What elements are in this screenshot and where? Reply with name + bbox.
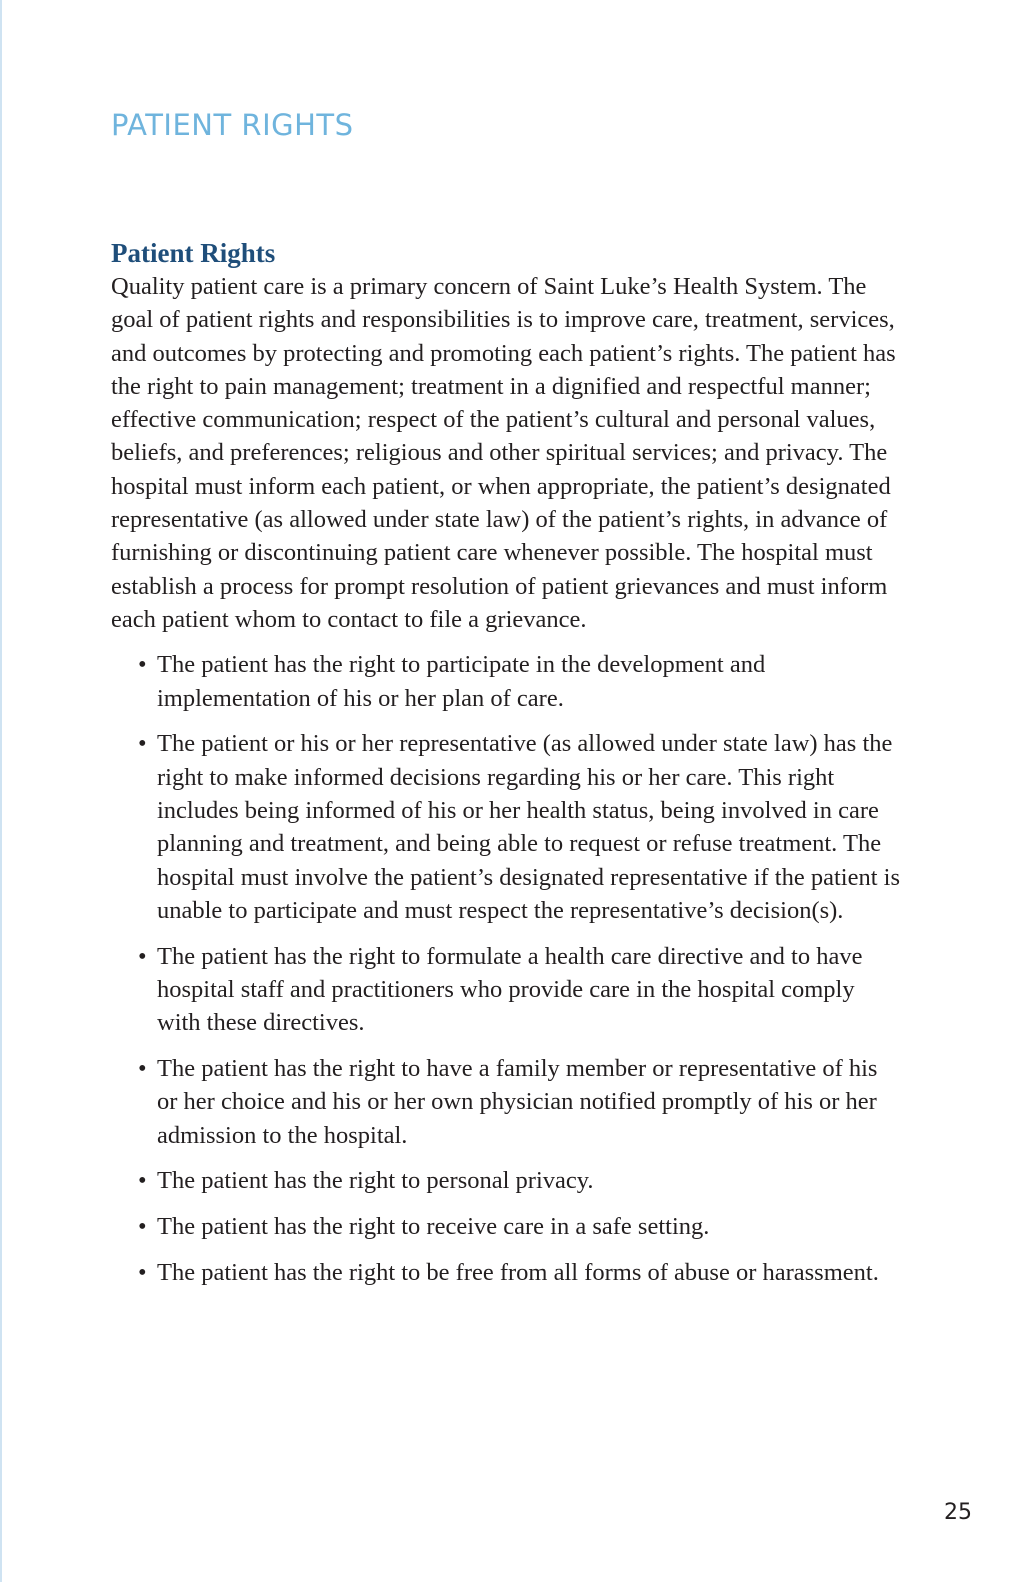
page-edge-line bbox=[0, 0, 2, 1582]
bullet-icon: • bbox=[138, 651, 147, 679]
section-header: PATIENT RIGHTS bbox=[111, 108, 354, 142]
list-item-text: The patient has the right to personal privacy. bbox=[157, 1167, 594, 1195]
list-item bbox=[111, 648, 911, 715]
intro-paragraph: Quality patient care is a primary concern of Saint Luke’s Health System. The goal of patient rights and responsibilities is to improve care, treatment, services, and outcomes by protecting and promoting each patient’s rights. The patient has the right to pain management; treatment in a dignified and respectful manner; effective communication; respect of the patient’s cultural and personal values, beliefs, and preferences; religious and other spiritual services; and privacy. The hospital must inform each patient, or when appropriate, the patient’s designated representative (as allowed under state law) of the patient’s rights, in advance of furnishing or discontinuing patient care whenever possible. The hospital must establish a process for prompt resolution of patient grievances and must inform each patient whom to contact to file a grievance. bbox=[111, 273, 896, 633]
page-number: 25 bbox=[944, 1500, 972, 1525]
list-item bbox=[111, 1164, 911, 1197]
subheading: Patient Rights bbox=[111, 238, 276, 268]
list-item-text: The patient has the right to have a family member or representative of his or her choice and his or her own physician notified promptly of his or her admission to the hospital. bbox=[157, 1055, 878, 1149]
bullet-icon: • bbox=[138, 730, 147, 758]
bullet-icon: • bbox=[138, 1259, 147, 1287]
bullet-icon: • bbox=[138, 1167, 147, 1195]
bullet-icon: • bbox=[138, 1213, 147, 1241]
list-item-text: The patient has the right to receive care in a safe setting. bbox=[157, 1213, 710, 1241]
page-content bbox=[111, 236, 911, 1302]
list-item-text: The patient has the right to participate in the development and implementation of his or her plan of care. bbox=[157, 651, 766, 712]
bullet-icon: • bbox=[138, 1055, 147, 1083]
list-item bbox=[111, 940, 911, 1040]
list-item bbox=[111, 1210, 911, 1243]
list-item-text: The patient has the right to be free from all forms of abuse or harassment. bbox=[157, 1259, 879, 1287]
list-item-text: The patient has the right to formulate a health care directive and to have hospital staff and practitioners who provide care in the hospital comply with these directives. bbox=[157, 942, 863, 1037]
list-item-text: The patient or his or her representative (as allowed under state law) has the right to make informed decisions regarding his or her care. This right includes being informed of his or her health status, being involved in care planning and treatment, and being able to request or refuse treatment. The hospital must involve the patient’s designated representative if the patient is unable to participate and must respect the representative’s decision(s). bbox=[157, 730, 900, 924]
list-item bbox=[111, 1052, 911, 1152]
list-item bbox=[111, 727, 911, 927]
list-item bbox=[111, 1256, 911, 1289]
rights-list bbox=[111, 648, 911, 1289]
bullet-icon: • bbox=[138, 942, 147, 970]
